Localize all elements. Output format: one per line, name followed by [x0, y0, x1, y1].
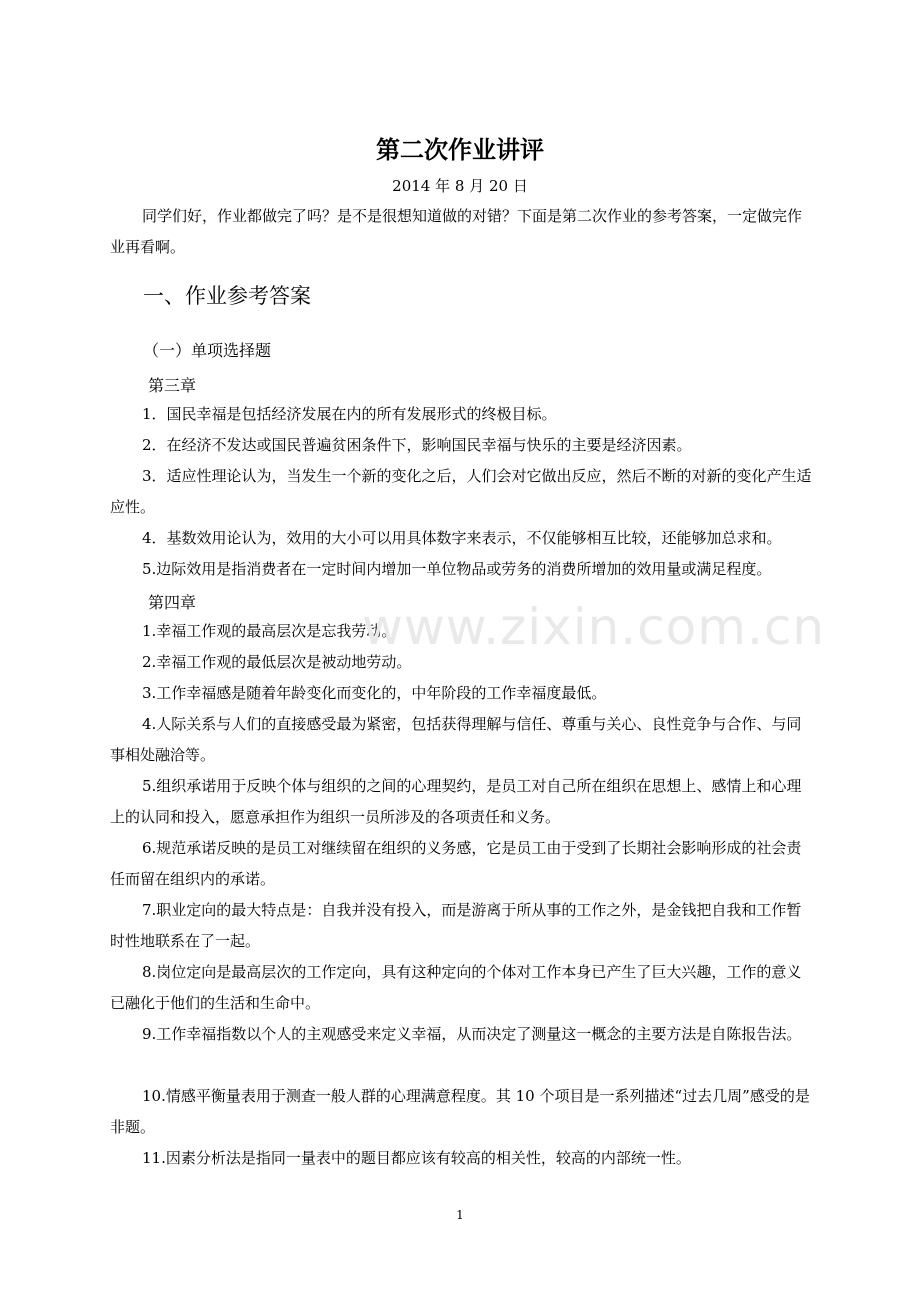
watermark: www.zixin.com.cn: [362, 598, 826, 656]
list-item: 5.边际效用是指消费者在一定时间内增加一单位物品或劳务的消费所增加的效用量或满足程度。: [142, 560, 772, 578]
list-item: 2．在经济不发达或国民普遍贫困条件下，影响国民幸福与快乐的主要是经济因素。: [142, 436, 692, 454]
list-item: 7.职业定向的最大特点是：自我并没有投入，而是游离于所从事的工作之外，是金钱把自我和工作暂时性地联系在了一起。: [110, 901, 802, 950]
subsection-heading: （一）单项选择题: [143, 341, 272, 360]
document-date: 2014 年 8 月 20 日: [392, 177, 528, 195]
page-number: 1: [456, 1208, 464, 1222]
list-item: 3.工作幸福感是随着年龄变化而变化的，中年阶段的工作幸福度最低。: [142, 684, 607, 702]
list-item: 1．国民幸福是包括经济发展在内的所有发展形式的终极目标。: [142, 405, 557, 423]
chapter-4-label: 第四章: [148, 593, 197, 612]
list-item: 10.情感平衡量表用于测查一般人群的心理满意程度。其 10 个项目是一系列描述“过去几周”感受的是非题。: [110, 1087, 810, 1136]
section-heading: 一、作业参考答案: [143, 284, 311, 308]
document-title: 第二次作业讲评: [376, 136, 544, 164]
chapter-3-label: 第三章: [148, 376, 197, 395]
list-item: 2.幸福工作观的最低层次是被动地劳动。: [142, 653, 412, 671]
list-item: 4．基数效用论认为，效用的大小可以用具体数字来表示，不仅能够相互比较，还能够加总求和。: [142, 529, 782, 547]
list-item: 6.规范承诺反映的是员工对继续留在组织的义务感，它是员工由于受到了长期社会影响形成的社会责任而留在组织内的承诺。: [110, 839, 802, 888]
list-item: 1.幸福工作观的最高层次是忘我劳动。: [142, 622, 397, 640]
list-item: 3．适应性理论认为，当发生一个新的变化之后，人们会对它做出反应，然后不断的对新的变化产生适应性。: [110, 467, 812, 516]
list-item: 4.人际关系与人们的直接感受最为紧密，包括获得理解与信任、尊重与关心、良性竞争与合作、与同事相处融洽等。: [110, 715, 802, 764]
list-item: 11.因素分析法是指同一量表中的题目都应该有较高的相关性，较高的内部统一性。: [142, 1149, 691, 1167]
list-item: 5.组织承诺用于反映个体与组织的之间的心理契约，是员工对自己所在组织在思想上、感情上和心理上的认同和投入，愿意承担作为组织一员所涉及的各项责任和义务。: [110, 777, 802, 826]
list-item: 8.岗位定向是最高层次的工作定向，具有这种定向的个体对工作本身已产生了巨大兴趣，工作的意义已融化于他们的生活和生命中。: [110, 963, 802, 1012]
list-item: 9.工作幸福指数以个人的主观感受来定义幸福，从而决定了测量这一概念的主要方法是自陈报告法。: [142, 1025, 802, 1043]
intro-paragraph: 同学们好，作业都做完了吗？是不是很想知道做的对错？下面是第二次作业的参考答案，一定做完作业再看啊。: [110, 207, 803, 256]
